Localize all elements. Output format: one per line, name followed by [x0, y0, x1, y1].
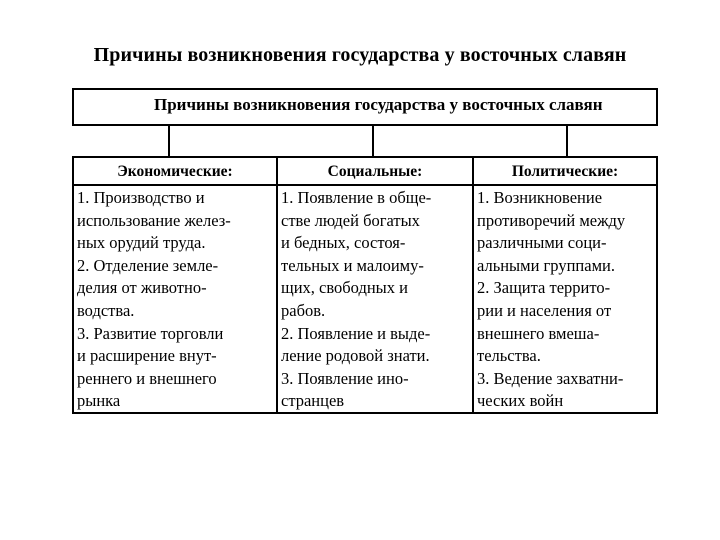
column-heading: Политические:	[474, 158, 656, 186]
column-political	[472, 158, 656, 412]
column-heading: Социальные:	[278, 158, 472, 186]
column-economic	[74, 158, 276, 412]
diagram-header-label: Причины возникновения государства у восточных славян	[154, 95, 603, 114]
diagram-header-box	[72, 88, 658, 126]
causes-table	[72, 156, 658, 414]
column-text: 1. Производство и использование желез- ных орудий труда. 2. Отделение земле- делия от животно- водства. 3. Развитие торговли и расширение внут- реннего и внешнего рынка	[77, 188, 231, 411]
page-title: Причины возникновения государства у восточных славян	[93, 44, 627, 66]
connector-horizontal	[566, 126, 568, 156]
column-text: 1. Возникновение противоречий между различными соци- альными группами. 2. Защита террито- рии и населения от внешнего вмеша- тельства. 3. Ведение захватни- ческих войн	[477, 188, 626, 411]
connector-horizontal	[168, 126, 170, 156]
column-heading: Экономические:	[74, 158, 276, 186]
connector-horizontal	[372, 126, 374, 156]
column-social	[276, 158, 472, 412]
column-text: 1. Появление в обще- стве людей богатых и бедных, состоя- тельных и малоиму- щих, свободных и рабов. 2. Появление и выде- ление родовой знати. 3. Появление ино- странцев	[281, 188, 432, 411]
